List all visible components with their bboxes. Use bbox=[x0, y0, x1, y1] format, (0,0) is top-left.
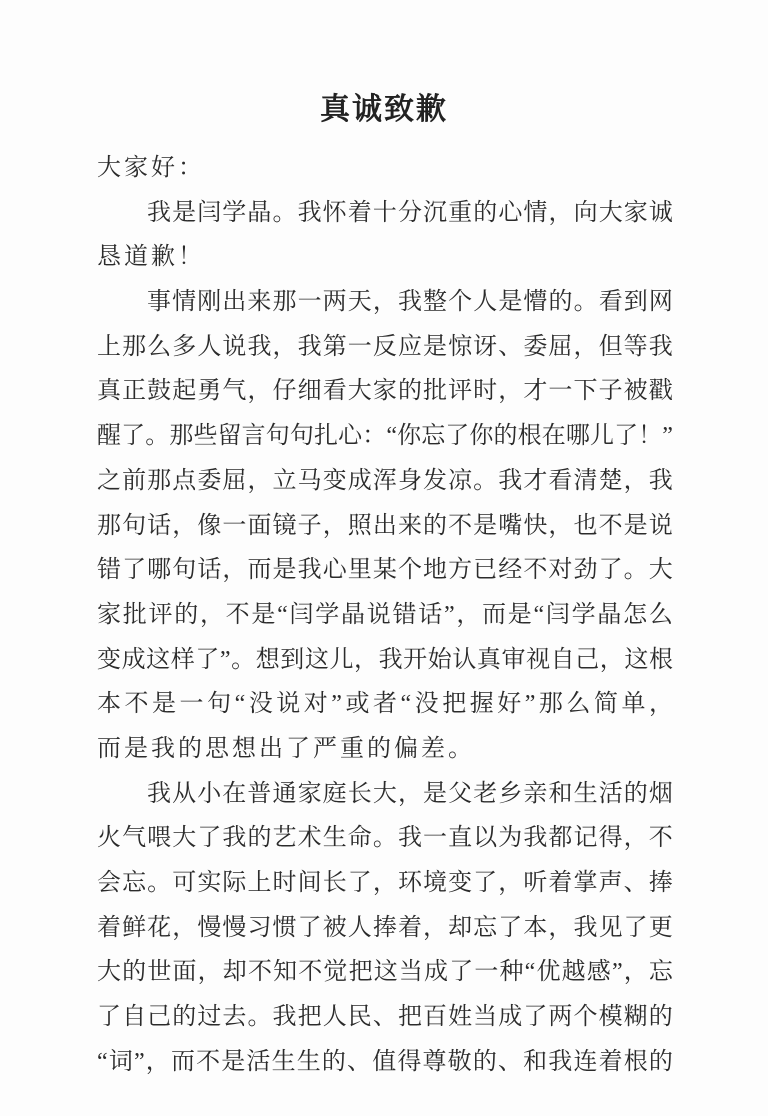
text-line: 火 气 喂 大 了 我 的 艺 术 生 命 。 我 一 直 以 为 我 都 记 得 ， 不 bbox=[97, 825, 673, 852]
text-line: “ 词 ” ， 而 不 是 活 生 生 的 、 值 得 尊 敬 的 、 和 我 连 着 根 的 bbox=[97, 1048, 673, 1075]
text-line: 醒 了 。 那 些 留 言 句 句 扎 心 ： “ 你 忘 了 你 的 根 在 哪 儿 了 ！ ” bbox=[97, 423, 673, 450]
text-line: 变 成 这 样 了 ” 。 想 到 这 儿 ， 我 开 始 认 真 审 视 自 己 ， 这 根 bbox=[97, 646, 673, 673]
text-line: 错 了 哪 句 话 ， 而 是 我 心 里 某 个 地 方 已 经 不 对 劲 了 。 大 bbox=[97, 557, 673, 584]
text-line: 之 前 那 点 委 屈 ， 立 马 变 成 浑 身 发 凉 。 我 才 看 清 楚 ， 我 bbox=[97, 467, 673, 494]
text-line: 大 的 世 面 ， 却 不 知 不 觉 把 这 当 成 了 一 种 “ 优 越 感 ” ， 忘 bbox=[97, 959, 673, 986]
text-line: 家 批 评 的 ， 不 是 “ 闫 学 晶 说 错 话 ” ， 而 是 “ 闫 学 晶 怎 么 bbox=[97, 601, 673, 628]
text-line: 而是我的思想出了严重的偏差。 bbox=[97, 735, 475, 762]
text-line: 了 自 己 的 过 去 。 我 把 人 民 、 把 百 姓 当 成 了 两 个 模 糊 的 bbox=[97, 1004, 673, 1031]
text-line: 本 不 是 一 句 “ 没 说 对 ” 或 者 “ 没 把 握 好 ” 那 么 简 单 ， bbox=[97, 691, 673, 718]
text-line: 我 从 小 在 普 通 家 庭 长 大 ， 是 父 老 乡 亲 和 生 活 的 烟 bbox=[147, 780, 673, 807]
text-line: 恳道歉！ bbox=[97, 244, 205, 271]
text-line: 上 那 么 多 人 说 我 ， 我 第 一 反 应 是 惊 讶 、 委 屈 ， 但 等 我 bbox=[97, 333, 673, 360]
text-line: 大家好： bbox=[97, 155, 205, 181]
text-line: 我 是 闫 学 晶 。 我 怀 着 十 分 沉 重 的 心 情 ， 向 大 家 诚 bbox=[147, 199, 673, 226]
document-title: 真诚致歉 bbox=[320, 93, 448, 126]
text-line: 会 忘 。 可 实 际 上 时 间 长 了 ， 环 境 变 了 ， 听 着 掌 声 、 捧 bbox=[97, 870, 673, 896]
text-line: 事 情 刚 出 来 那 一 两 天 ， 我 整 个 人 是 懵 的 。 看 到 网 bbox=[147, 289, 673, 316]
text-line: 着 鲜 花 ， 慢 慢 习 惯 了 被 人 捧 着 ， 却 忘 了 本 ， 我 见 了 更 bbox=[97, 914, 673, 941]
text-line: 那 句 话 ， 像 一 面 镜 子 ， 照 出 来 的 不 是 嘴 快 ， 也 不 是 说 bbox=[97, 512, 673, 539]
document-body bbox=[97, 146, 673, 1084]
text-line: 真 正 鼓 起 勇 气 ， 仔 细 看 大 家 的 批 评 时 ， 才 一 下 子 被 戳 bbox=[97, 378, 673, 405]
